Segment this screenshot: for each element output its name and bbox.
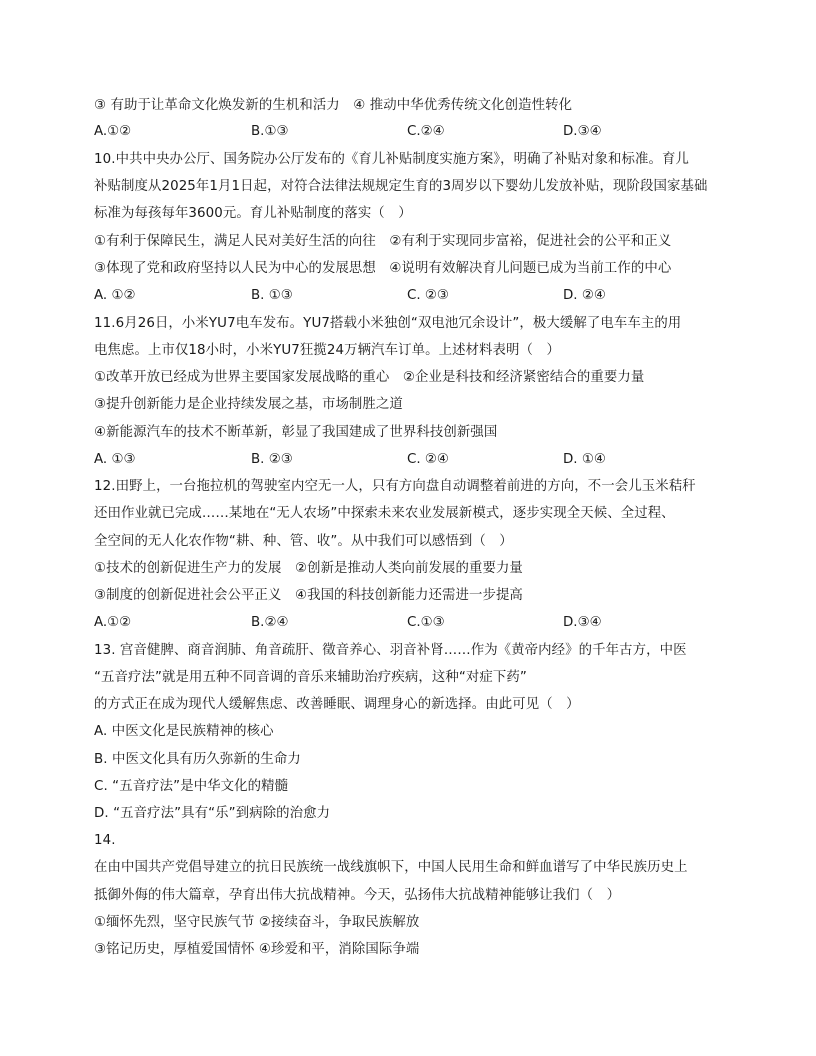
q11-option-c: C. ②④ — [407, 452, 449, 467]
q13-stem-line: 的方式正在成为现代人缓解焦虑、改善睡眠、调理身心的新选择。由此可见（ ） — [94, 697, 580, 712]
q11-statement-line: ③提升创新能力是企业持续发展之基，市场制胜之道 — [94, 397, 403, 412]
q10-option-c: C. ②③ — [407, 288, 449, 303]
q12-statement-line: ①技术的创新促进生产力的发展 ②创新是推动人类向前发展的重要力量 — [94, 561, 523, 576]
q11-option-a: A. ①③ — [94, 452, 136, 467]
q12-stem-line: 12.田野上，一台拖拉机的驾驶室内空无一人，只有方向盘自动调整着前进的方向，不一会儿玉米秸秆 — [94, 479, 696, 494]
q12-statement-line: ③制度的创新促进社会公平正义 ④我国的科技创新能力还需进一步提高 — [94, 588, 523, 603]
q11-option-d: D. ①④ — [563, 452, 606, 467]
q11-statement-line: ①改革开放已经成为世界主要国家发展战略的重心 ②企业是科技和经济紧密结合的重要力量 — [94, 370, 645, 385]
q13-choice-c: C. “五音疗法”是中华文化的精髓 — [94, 779, 289, 794]
q10-statement-line: ③体现了党和政府坚持以人民为中心的发展思想 ④说明有效解决育儿问题已成为当前工作的中心 — [94, 261, 672, 276]
q11-stem-line: 11.6月26日，小米YU7电车发布。YU7搭载小米独创“双电池冗余设计”，极大缓解了电车车主的用 — [94, 316, 682, 331]
q14-statement-line: ③铭记历史，厚植爱国情怀 ④珍爱和平，消除国际争端 — [94, 942, 420, 957]
q10-stem-line: 10.中共中央办公厅、国务院办公厅发布的《育儿补贴制度实施方案》，明确了补贴对象和标准。育儿 — [94, 152, 689, 167]
q13-choice-b: B. 中医文化具有历久弥新的生命力 — [94, 752, 301, 767]
q10-statement-line: ①有利于保障民生，满足人民对美好生活的向往 ②有利于实现同步富裕，促进社会的公平和正义 — [94, 234, 672, 249]
q11-options — [0, 450, 816, 470]
q9-option-a: A.①② — [94, 124, 132, 139]
q9-option-c: C.②④ — [407, 124, 445, 139]
q10-option-b: B. ①③ — [251, 288, 293, 303]
q10-stem-line: 补贴制度从2025年1月1日起，对符合法律法规规定生育的3周岁以下婴幼儿发放补贴，现阶段国家基础 — [94, 179, 708, 194]
q10-options — [0, 286, 816, 306]
q11-stem-line: 电焦虑。上市仅18小时，小米YU7狂揽24万辆汽车订单。上述材料表明（ ） — [94, 343, 560, 358]
q9-option-d: D.③④ — [563, 124, 602, 139]
q12-option-d: D.③④ — [563, 615, 602, 630]
q10-option-d: D. ②④ — [563, 288, 606, 303]
q12-stem-line: 全空间的无人化农作物“耕、种、管、收”。从中我们可以感悟到（ ） — [94, 534, 513, 549]
q12-option-c: C.①③ — [407, 615, 445, 630]
q9-statement-line: ③ 有助于让革命文化焕发新的生机和活力 ④ 推动中华优秀传统文化创造性转化 — [94, 98, 573, 113]
q14-number: 14. — [94, 833, 116, 848]
q13-choice-a: A. 中医文化是民族精神的核心 — [94, 724, 274, 739]
q11-statement-line: ④新能源汽车的技术不断革新，彰显了我国建成了世界科技创新强国 — [94, 425, 498, 440]
q12-option-b: B.②④ — [251, 615, 289, 630]
q9-options — [0, 122, 816, 142]
q14-statement-line: ①缅怀先烈，坚守民族气节 ②接续奋斗，争取民族解放 — [94, 915, 420, 930]
q12-option-a: A.①② — [94, 615, 132, 630]
q14-stem-line: 在由中国共产党倡导建立的抗日民族统一战线旗帜下，中国人民用生命和鲜血谱写了中华民族历史上 — [94, 860, 688, 875]
q13-stem-line: 13. 宫音健脾、商音润肺、角音疏肝、徵音养心、羽音补肾……作为《黄帝内经》的千年古方，中医 — [94, 643, 687, 658]
q13-choice-d: D. “五音疗法”具有“乐”到病除的治愈力 — [94, 806, 331, 821]
q10-stem-line: 标准为每孩每年3600元。育儿补贴制度的落实（ ） — [94, 206, 412, 221]
q10-option-a: A. ①② — [94, 288, 136, 303]
q13-stem-line: “五音疗法”就是用五种不同音调的音乐来辅助治疗疾病，这种“对症下药” — [94, 670, 527, 685]
q14-stem-line: 抵御外侮的伟大篇章，孕育出伟大抗战精神。今天，弘扬伟大抗战精神能够让我们（ ） — [94, 888, 621, 903]
q9-option-b: B.①③ — [251, 124, 289, 139]
q11-option-b: B. ②③ — [251, 452, 293, 467]
q12-stem-line: 还田作业就已完成……某地在“无人农场”中探索未来农业发展新模式，逐步实现全天候、全过程、 — [94, 506, 675, 521]
q12-options — [0, 613, 816, 633]
